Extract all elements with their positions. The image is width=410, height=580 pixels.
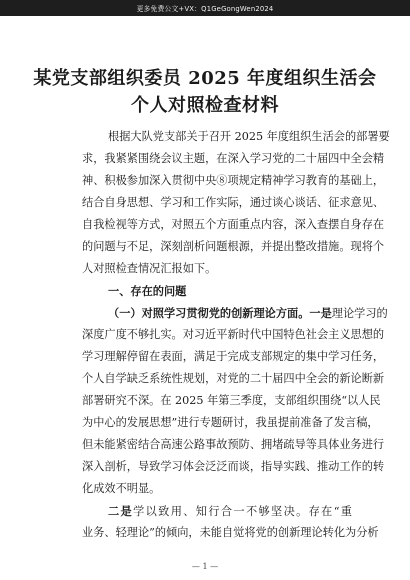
top-banner bbox=[0, 0, 410, 16]
para1-line: 的问题与不足，深刻剖析问题根源，并提出整改措施。现将个 bbox=[82, 240, 385, 253]
section-heading: 一、存在的问题 bbox=[108, 285, 187, 298]
banner-text: 更多免费公文+VX：Q1GeGongWen2024 bbox=[136, 5, 274, 13]
para2-line: 为中心的发展思想”进行专题研讨，我虽提前准备了发言稿， bbox=[82, 416, 379, 429]
subsection-title: （一）对照学习贯彻党的创新理论方面。 bbox=[108, 306, 310, 320]
para1-line: 结合自身思想、学习和工作实际，通过谈心谈话、征求意见、 bbox=[82, 196, 385, 209]
para2-line: 学习理解停留在表面，满足于完成支部规定的集中学习任务， bbox=[82, 350, 385, 363]
para3-line: 业务、轻理论”的倾向，未能自觉将党的创新理论转化为分析 bbox=[82, 526, 379, 539]
para1-line: 人对照检查情况汇报如下。 bbox=[82, 262, 217, 275]
para2-line: 部署研究不深。在 2025 年第三季度，支部组织围绕“以人民 bbox=[82, 394, 381, 407]
para1-line: 神、积极参加深入贯彻中央⑧项规定精神学习教育的基础上， bbox=[82, 174, 385, 187]
para3-text: 学以致用、知行合一不够坚决。存在“重 bbox=[133, 505, 352, 518]
document-title-line1: 某党支部组织委员 2025 年度组织生活会 bbox=[33, 68, 377, 89]
para2-line: 个人自学缺乏系统性规划，对党的二十届四中全会的新论断新 bbox=[82, 372, 385, 385]
subsection-line bbox=[108, 306, 388, 321]
document-title-line2: 个人对照检查材料 bbox=[131, 95, 279, 116]
para3-line bbox=[108, 504, 352, 519]
para2-line: 深度广度不够扎实。对习近平新时代中国特色社会主义思想的 bbox=[82, 328, 385, 341]
point-marker: 一是 bbox=[309, 306, 332, 320]
para1-line: 求，我紧紧围绕会议主题，在深入学习党的二十届四中全会精 bbox=[82, 152, 385, 165]
subsection-text: 理论学习的 bbox=[331, 307, 388, 320]
para1-line: 根据大队党支部关于召开 2025 年度组织生活会的部署要 bbox=[108, 130, 390, 143]
para2-line: 深入剖析，导致学习体会泛泛而谈，指导实践、推动工作的转 bbox=[82, 460, 385, 473]
point-marker: 二是 bbox=[108, 504, 134, 518]
para2-line: 但未能紧密结合高速公路事故预防、拥堵疏导等具体业务进行 bbox=[82, 438, 385, 451]
page-number: — 1 — bbox=[191, 562, 219, 571]
para1-line: 自我检视等方式，对照五个方面重点内容，深入查摆自身存在 bbox=[82, 218, 385, 231]
para2-line: 化成效不明显。 bbox=[82, 482, 161, 495]
